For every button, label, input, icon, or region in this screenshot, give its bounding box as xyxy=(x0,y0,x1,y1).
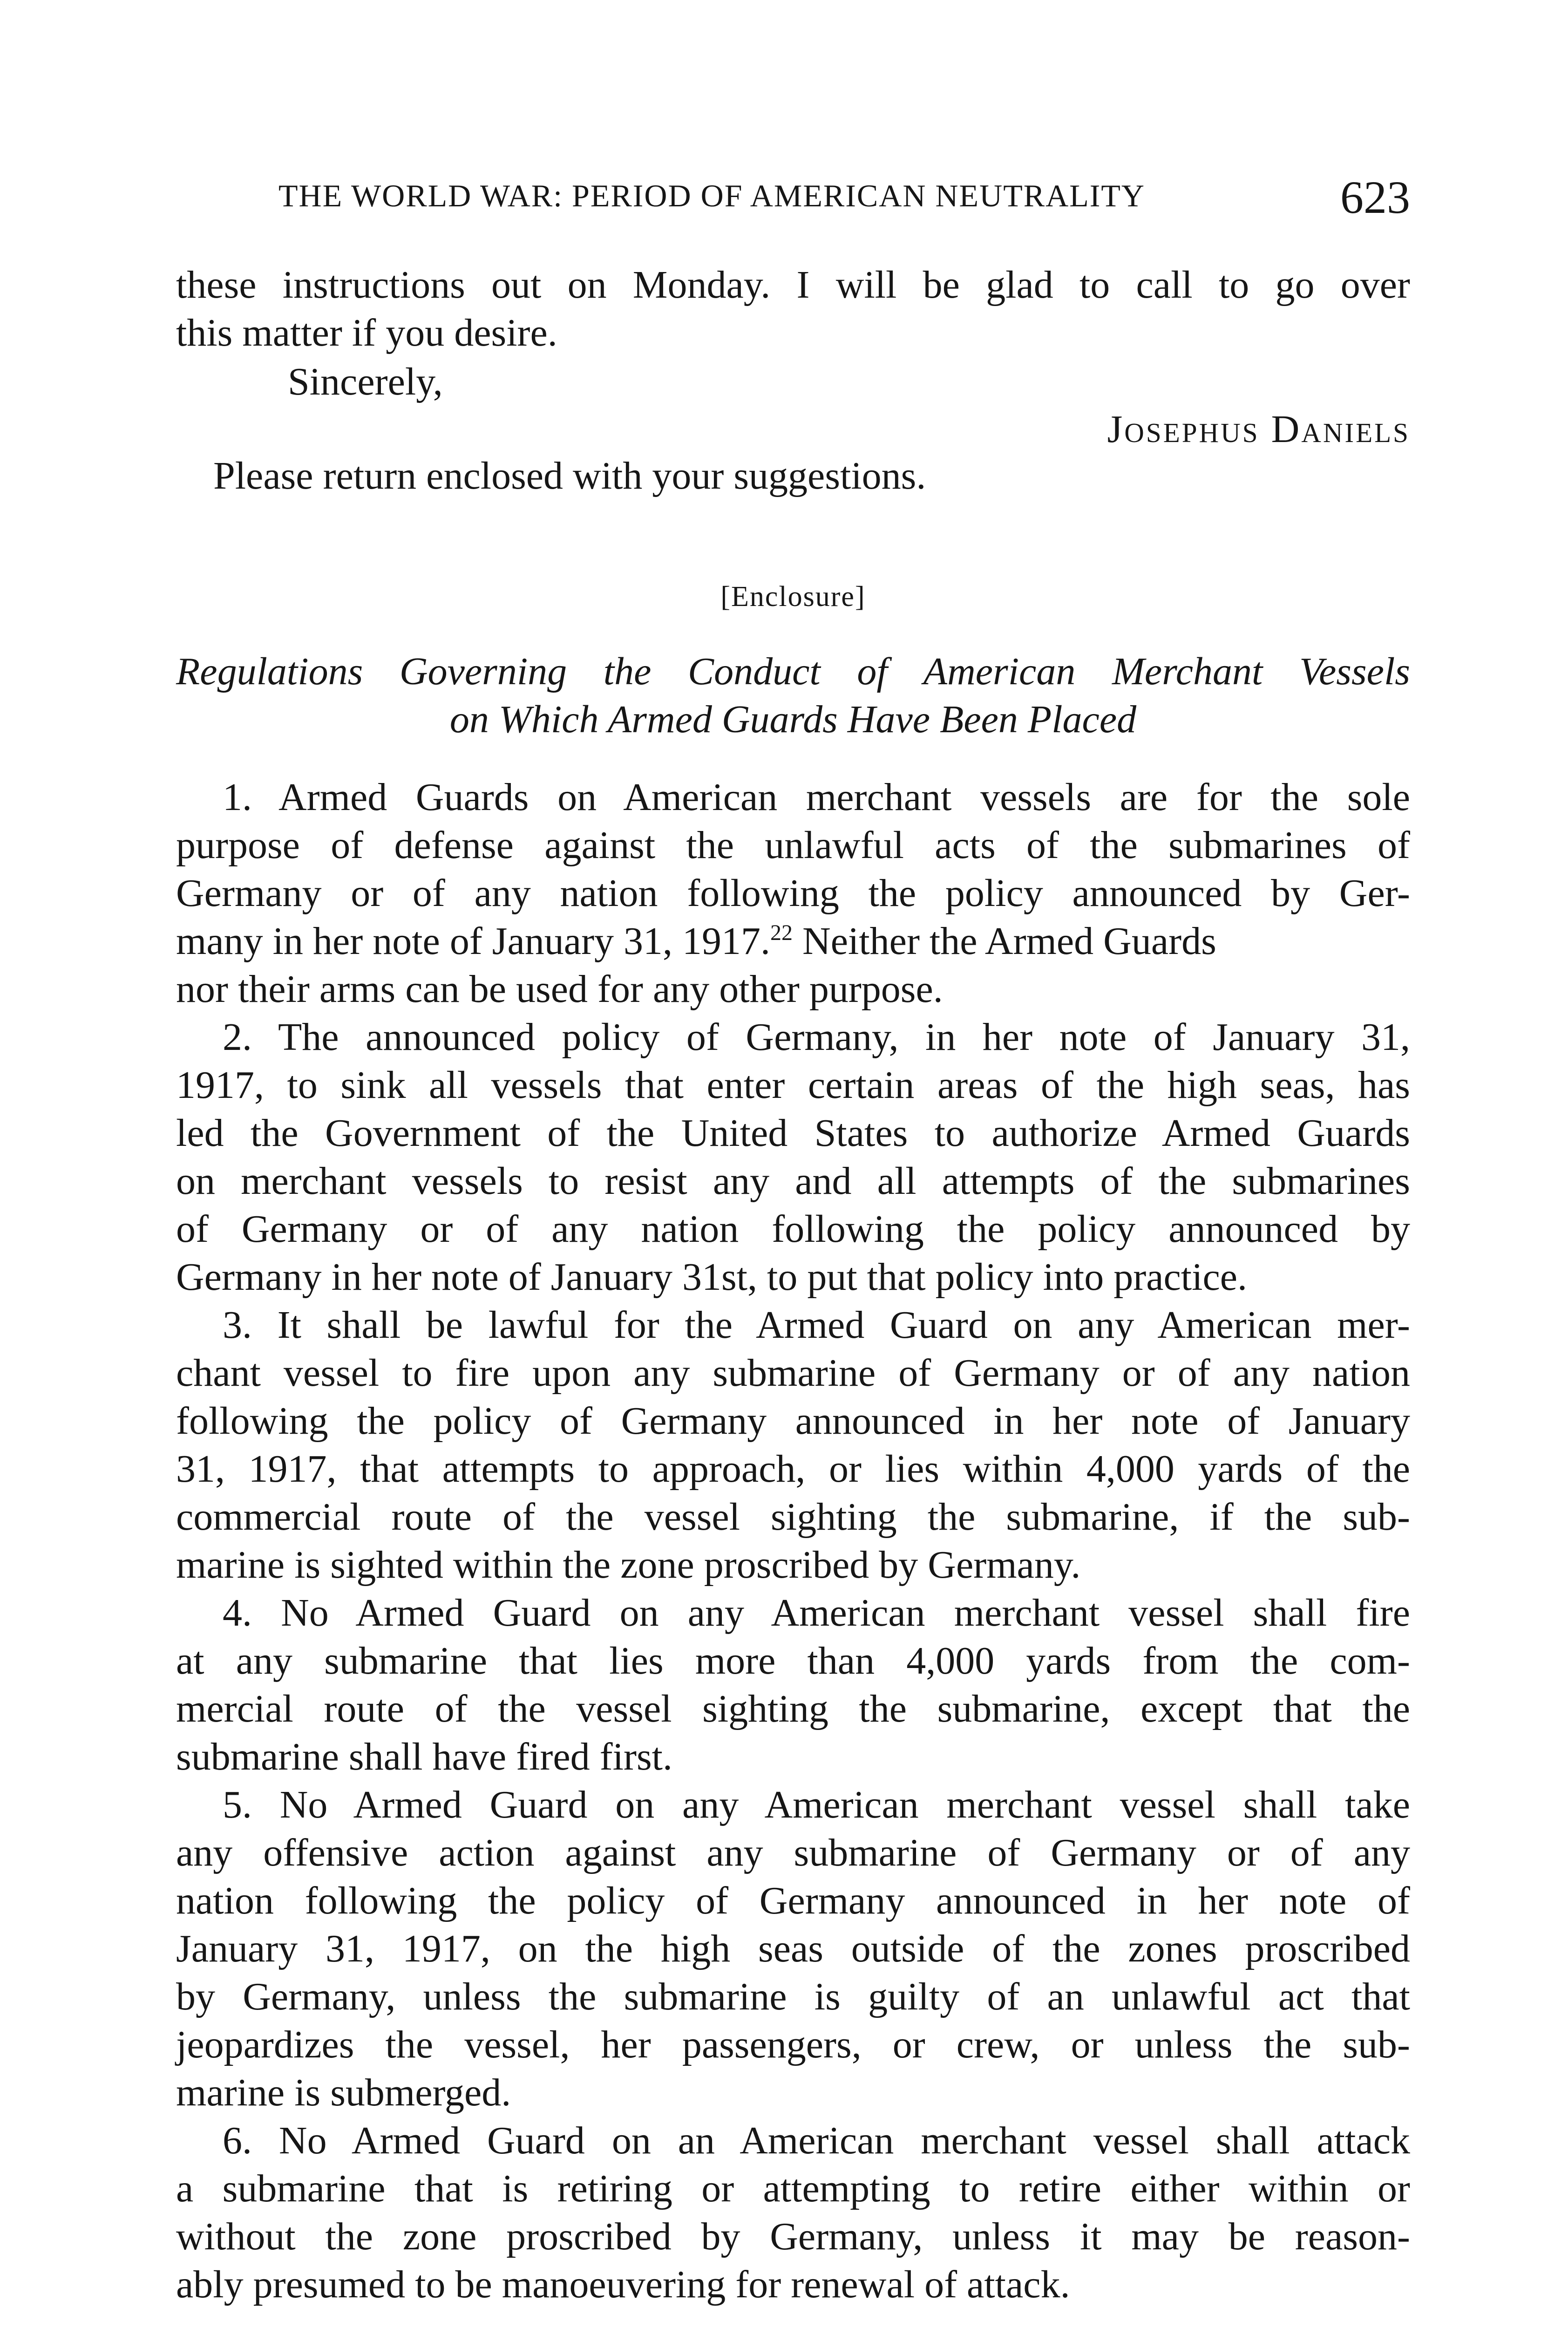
paragraph-line: January 31, 1917, on the high seas outside of the zones proscribed xyxy=(176,1927,1410,1970)
paragraph-text: Neither the Armed Guards xyxy=(793,919,1216,963)
paragraph-3 xyxy=(176,1301,1410,1589)
paragraph-line: 2. The announced policy of Germany, in her note of January 31, xyxy=(223,1015,1410,1059)
paragraph-1 xyxy=(176,773,1410,1013)
paragraph-line: at any submarine that lies more than 4,000 yards from the com- xyxy=(176,1639,1410,1682)
paragraph-line: 1917, to sink all vessels that enter certain areas of the high seas, has xyxy=(176,1063,1410,1107)
paragraph-line: nation following the policy of Germany announced in her note of xyxy=(176,1879,1410,1922)
paragraph-line: submarine shall have fired first. xyxy=(176,1735,672,1778)
paragraph-line: nor their arms can be used for any other purpose. xyxy=(176,967,943,1011)
paragraph-line: 4. No Armed Guard on any American merchant vessel shall fire xyxy=(223,1591,1410,1634)
signature: Josephus Daniels xyxy=(1107,408,1410,451)
paragraph-line: mercial route of the vessel sighting the submarine, except that the xyxy=(176,1687,1410,1730)
paragraph-line: marine is sighted within the zone proscribed by Germany. xyxy=(176,1543,1081,1587)
paragraph-line: Germany or of any nation following the policy announced by Ger- xyxy=(176,872,1410,915)
paragraph-line: led the Government of the United States to authorize Armed Guards xyxy=(176,1111,1410,1155)
footnote-reference: 22 xyxy=(770,920,793,945)
paragraph-line: Germany in her note of January 31st, to put that policy into practice. xyxy=(176,1255,1248,1299)
running-title: THE WORLD WAR: PERIOD OF AMERICAN NEUTRALITY xyxy=(278,178,1146,213)
paragraph-line: 31, 1917, that attempts to approach, or lies within 4,000 yards of the xyxy=(176,1447,1410,1491)
paragraph-line: marine is submerged. xyxy=(176,2071,511,2114)
postscript: Please return enclosed with your suggestions. xyxy=(213,454,926,497)
enclosure-title xyxy=(176,647,1410,743)
paragraph-line: commercial route of the vessel sighting the submarine, if the sub- xyxy=(176,1495,1410,1539)
paragraph-text: many in her note of January 31, 1917. xyxy=(176,919,771,963)
letter-line: these instructions out on Monday. I will be glad to call to go over xyxy=(176,263,1410,306)
page-number: 623 xyxy=(1340,171,1410,223)
paragraph-line: by Germany, unless the submarine is guilty of an unlawful act that xyxy=(176,1975,1410,2018)
paragraph-line: on merchant vessels to resist any and all attempts of the submarines xyxy=(176,1159,1410,1203)
paragraph-line: ably presumed to be manoeuvering for renewal of attack. xyxy=(176,2263,1070,2306)
enclosure-label: [Enclosure] xyxy=(720,581,866,613)
paragraph-line: jeopardizes the vessel, her passengers, or crew, or unless the sub- xyxy=(176,2023,1410,2066)
paragraph-2 xyxy=(176,1013,1410,1301)
paragraph-line xyxy=(176,917,1410,965)
paragraph-line: following the policy of Germany announced in her note of January xyxy=(176,1399,1410,1443)
paragraph-4 xyxy=(176,1589,1410,1781)
letter-line: this matter if you desire. xyxy=(176,311,557,354)
paragraph-line: a submarine that is retiring or attempting to retire either within or xyxy=(176,2167,1410,2210)
enclosure-label-block xyxy=(176,573,1410,621)
paragraph-line: purpose of defense against the unlawful acts of the submarines of xyxy=(176,824,1410,867)
paragraph-line: chant vessel to fire upon any submarine of Germany or of any nation xyxy=(176,1351,1410,1395)
postscript-block xyxy=(176,452,1410,500)
paragraph-line: 3. It shall be lawful for the Armed Guard on any American mer- xyxy=(223,1303,1410,1347)
paragraph-line: without the zone proscribed by Germany, unless it may be reason- xyxy=(176,2215,1410,2258)
paragraph-line: 5. No Armed Guard on any American merchant vessel shall take xyxy=(223,1783,1410,1826)
paragraph-5 xyxy=(176,1781,1410,2117)
paragraph-line: of Germany or of any nation following the policy announced by xyxy=(176,1207,1410,1251)
running-head xyxy=(278,168,1410,224)
letter-closing: Sincerely, xyxy=(288,360,443,403)
paragraph-line: 1. Armed Guards on American merchant vessels are for the sole xyxy=(223,776,1410,819)
paragraph-line: 6. No Armed Guard on an American merchant vessel shall attack xyxy=(223,2119,1410,2162)
enclosure-title-line: Regulations Governing the Conduct of American Merchant Vessels xyxy=(176,650,1410,693)
letter-closing-block xyxy=(176,358,1410,406)
enclosure-title-line: on Which Armed Guards Have Been Placed xyxy=(449,698,1137,741)
paragraph-line: any offensive action against any submarine of Germany or of any xyxy=(176,1831,1410,1874)
signature-block xyxy=(176,405,1410,453)
paragraph-6 xyxy=(176,2117,1410,2309)
letter-body xyxy=(176,261,1410,357)
